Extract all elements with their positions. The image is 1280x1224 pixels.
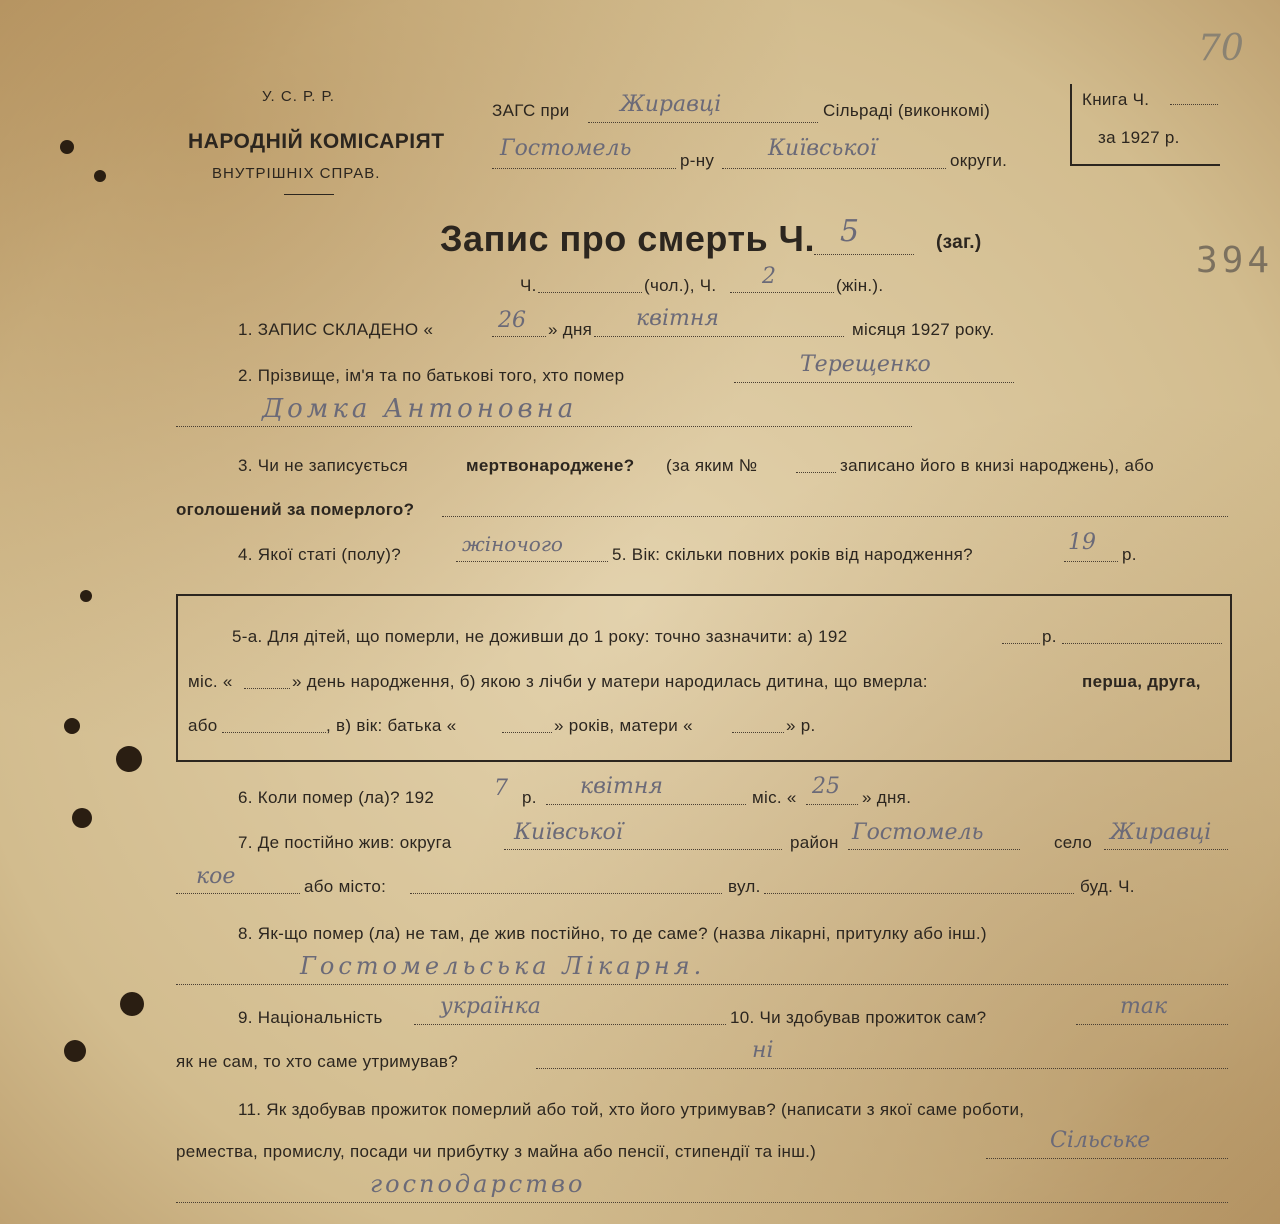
selrada-line — [588, 122, 818, 123]
q3-stillborn: мертвонароджене? — [466, 456, 635, 475]
q3-number-label: (за яким № — [666, 456, 758, 475]
punch-hole — [60, 140, 74, 154]
q11-line2 — [176, 1202, 1228, 1203]
sub-ch1: Ч. — [520, 276, 537, 295]
q1-month-line — [594, 336, 844, 337]
zags-prefix: ЗАГС при — [492, 101, 570, 120]
q6-day-hand: 25 — [812, 774, 840, 799]
rayon-hand: Гостомель — [500, 136, 632, 161]
sub-zhin: (жін.). — [836, 276, 884, 295]
q7-city-line — [410, 893, 722, 894]
q3-number-line — [796, 472, 836, 473]
female-no-hand: 2 — [762, 264, 776, 289]
q3-declared-dead: оголошений за померлого? — [176, 500, 415, 519]
q5-line — [1064, 561, 1118, 562]
q2-label: 2. Прізвище, ім'я та по батькові того, хто помер — [238, 366, 625, 385]
q7-rayon-hand: Гостомель — [852, 820, 984, 845]
q1-day-suffix: » дня — [548, 320, 593, 339]
q10-sub-line — [536, 1068, 1228, 1069]
q5a-mother-label: » років, матери « — [554, 716, 693, 735]
header-rule — [284, 194, 334, 195]
q4-label: 4. Якої статі (полу)? — [238, 545, 401, 564]
q7-house-label: буд. Ч. — [1080, 877, 1135, 896]
q3-label: 3. Чи не записується — [238, 456, 408, 475]
q1-day-hand: 26 — [498, 308, 526, 333]
punch-hole — [94, 170, 106, 182]
q5a-month-line — [1062, 643, 1222, 644]
q7-city-label: або місто: — [304, 877, 387, 896]
q7-village-cont-line — [176, 893, 300, 894]
q6-year-digit-hand: 7 — [494, 776, 508, 801]
q2-name-hand: Домка Антоновна — [262, 394, 578, 424]
q10-sub-label: як не сам, то хто саме утримував? — [176, 1052, 458, 1071]
q10-answer-hand: так — [1120, 994, 1168, 1019]
q1-label: 1. ЗАПИС СКЛАДЕНО « — [238, 320, 434, 339]
q5-suffix: р. — [1122, 545, 1137, 564]
punch-hole — [64, 1040, 86, 1062]
q6-day-suffix: » дня. — [862, 788, 912, 807]
q5-label: 5. Вік: скільки повних років від народження? — [612, 545, 973, 564]
book-box-bottom — [1070, 164, 1220, 166]
q7-rayon-label: район — [790, 833, 839, 852]
okrug-suffix: округи. — [950, 151, 1008, 170]
book-year: за 1927 р. — [1098, 128, 1180, 147]
q7-village-hand: Жиравці — [1110, 820, 1212, 845]
header-dept: ВНУТРІШНІХ СПРАВ. — [212, 165, 381, 182]
q6-day-line — [806, 804, 858, 805]
punch-hole — [64, 718, 80, 734]
q10-label: 10. Чи здобував прожиток сам? — [730, 1008, 987, 1027]
q5a-line2-mid: » день народження, б) якою з лічби у матери народилась дитина, що вмерла: — [292, 672, 928, 691]
q5a-line3-start: або — [188, 716, 218, 735]
q9-nationality-hand: українка — [440, 994, 541, 1019]
male-no-line — [538, 292, 642, 293]
female-no-line — [730, 292, 834, 293]
q6-label: 6. Коли помер (ла)? 192 — [238, 788, 435, 807]
q1-month-hand: квітня — [636, 306, 719, 331]
q5a-father-line — [502, 732, 552, 733]
q8-place-hand: Гостомельська Лікарня. — [300, 952, 706, 980]
q6-month-line — [546, 804, 746, 805]
q10-line — [1076, 1024, 1228, 1025]
q7-street-label: вул. — [728, 877, 761, 896]
q9-label: 9. Національність — [238, 1008, 383, 1027]
q5a-year-suffix: р. — [1042, 627, 1057, 646]
okrug-line — [722, 168, 946, 169]
q7-label: 7. Де постійно жив: округа — [238, 833, 452, 852]
q5a-order: перша, друга, — [1082, 672, 1201, 691]
book-label: Книга Ч. — [1082, 90, 1150, 109]
page-number-hand: 70 — [1198, 28, 1244, 69]
q5a-day-line — [244, 688, 290, 689]
q5a-line2-start: міс. « — [188, 672, 233, 691]
q7-okrug-hand: Київської — [514, 820, 623, 845]
q4-line — [456, 561, 608, 562]
record-no-line — [814, 254, 914, 255]
q11-answer-hand: Сільське — [1050, 1128, 1151, 1153]
q3-line2 — [442, 516, 1228, 517]
q11-label: 11. Як здобував прожиток померлий або той, хто його утримував? (написати з якої саме роботи, — [238, 1100, 1025, 1119]
q6-month-hand: квітня — [580, 774, 663, 799]
punch-hole — [120, 992, 144, 1016]
q7-rayon-line — [848, 849, 1020, 850]
header-commissariat: НАРОДНІЙ КОМІСАРІЯТ — [188, 130, 445, 153]
selrada-hand: Жиравці — [620, 92, 722, 117]
q5-age-hand: 19 — [1068, 530, 1096, 555]
book-line — [1170, 104, 1218, 105]
punch-hole — [80, 590, 92, 602]
rayon-suffix: р-ну — [680, 151, 715, 170]
archive-stamp-number: 394 — [1196, 240, 1274, 281]
q11-line1 — [986, 1158, 1228, 1159]
punch-hole — [72, 808, 92, 828]
q2-line1 — [734, 382, 1014, 383]
record-no-hand: 5 — [840, 214, 860, 249]
q5a-line1: 5-а. Для дітей, що померли, не доживши до 1 року: точно зазначити: а) 192 — [232, 627, 848, 646]
q5a-other-line — [222, 732, 326, 733]
q5a-year-line — [1002, 643, 1040, 644]
q8-line — [176, 984, 1228, 985]
q11-label-cont: ремества, промислу, посади чи прибутку з майна або пенсії, стипендії та інш.) — [176, 1142, 817, 1161]
header-ussr: У. С. Р. Р. — [262, 88, 335, 105]
record-title: Запис про смерть Ч. — [440, 218, 815, 259]
okrug-hand: Київської — [768, 136, 877, 161]
q2-surname-hand: Терещенко — [800, 352, 931, 377]
q4-sex-hand: жіночого — [462, 532, 563, 556]
rayon-line — [492, 168, 676, 169]
q1-day-line — [492, 336, 546, 337]
q5a-mother-suffix: » р. — [786, 716, 816, 735]
zags-suffix: Сільраді (виконкомі) — [823, 101, 991, 120]
q5a-mother-line — [732, 732, 784, 733]
punch-hole — [116, 746, 142, 772]
q3-tail: записано його в книзі народжень), або — [840, 456, 1155, 475]
q6-year-suffix: р. — [522, 788, 537, 807]
q6-day-label: міс. « — [752, 788, 797, 807]
record-title-suffix: (заг.) — [936, 232, 982, 253]
q7-village-cont-hand: кое — [196, 864, 236, 889]
q5a-father-label: , в) вік: батька « — [326, 716, 457, 735]
q7-street-line — [764, 893, 1074, 894]
book-box-left — [1070, 84, 1072, 166]
q11-answer-cont-hand: господарство — [370, 1170, 586, 1198]
q2-line2 — [176, 426, 912, 427]
q9-line — [414, 1024, 726, 1025]
q7-village-line — [1104, 849, 1228, 850]
q10-sub-answer-hand: ні — [752, 1038, 774, 1063]
sub-chol: (чол.), Ч. — [644, 276, 717, 295]
q7-okrug-line — [504, 849, 782, 850]
q8-label: 8. Як-що помер (ла) не там, де жив постійно, то де саме? (назва лікарні, притулку або інш.) — [238, 924, 987, 943]
q7-village-label: село — [1054, 833, 1093, 852]
q1-month-suffix: місяця 1927 року. — [852, 320, 995, 339]
